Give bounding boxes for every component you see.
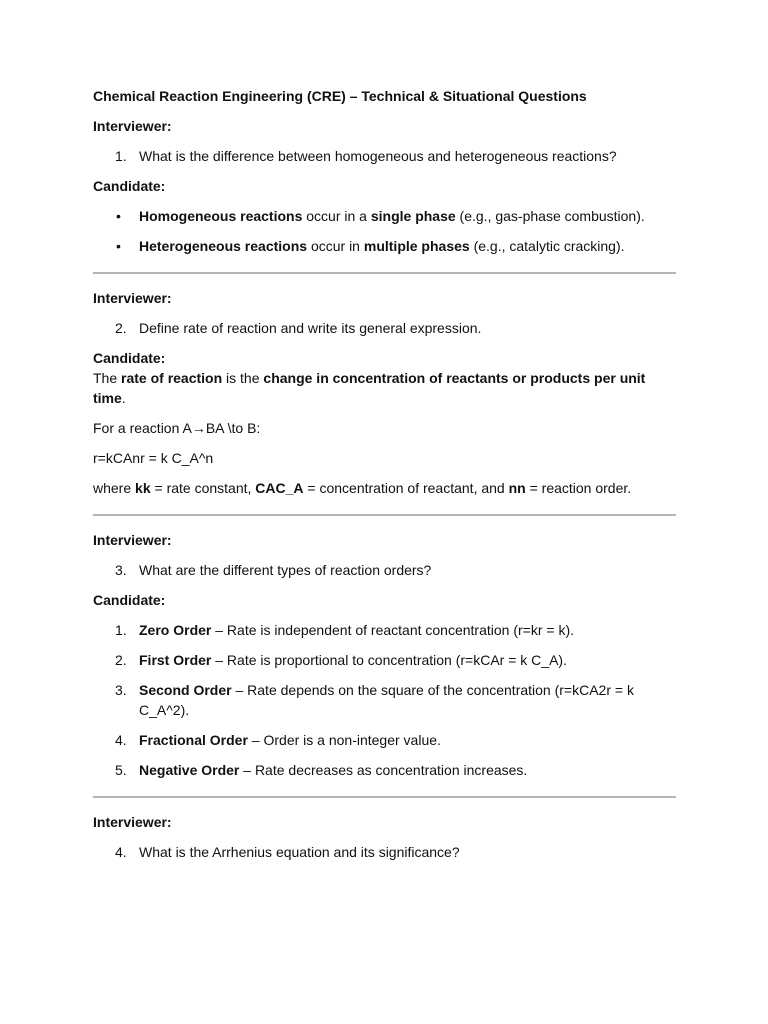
question-list	[93, 560, 678, 580]
answer-text: = rate constant,	[150, 480, 256, 496]
list-number: 3.	[115, 682, 127, 698]
document-title: Chemical Reaction Engineering (CRE) – Technical & Situational Questions	[93, 88, 587, 104]
answer-text: The	[93, 370, 122, 386]
reaction-order-item	[93, 730, 678, 750]
bold-term: Second Order	[139, 682, 232, 698]
reaction-order-item	[93, 620, 678, 640]
question-list	[93, 146, 678, 166]
question-text: What are the different types of reaction orders?	[139, 562, 432, 578]
answer-text: – Order is a non-integer value.	[247, 732, 441, 748]
answer-text: occur in	[307, 238, 364, 254]
question-number: 3.	[115, 562, 127, 578]
document-content	[93, 86, 678, 872]
answer-text: = concentration of reactant, and	[303, 480, 509, 496]
answer-bullet-list	[93, 206, 678, 256]
reaction-line: For a reaction A→BA \to B:	[93, 420, 261, 436]
bold-term: Zero Order	[139, 622, 212, 638]
bold-term: Homogeneous reactions	[139, 208, 303, 224]
candidate-label: Candidate:	[93, 178, 166, 194]
bullet-icon: •	[116, 238, 121, 254]
answer-text: – Rate depends on the square of the concentration (r=kCA2r = k C_A^2).	[139, 682, 634, 718]
answer-text: – Rate is proportional to concentration (r=kCAr = k C_A).	[211, 652, 567, 668]
answer-text: (e.g., gas-phase combustion).	[455, 208, 645, 224]
question-number: 2.	[115, 320, 127, 336]
reaction-order-item	[93, 680, 678, 720]
interviewer-label: Interviewer:	[93, 532, 172, 548]
answer-text: – Rate is independent of reactant concentration (r=kr = k).	[211, 622, 575, 638]
question-text: What is the Arrhenius equation and its significance?	[139, 844, 460, 860]
bold-term: Fractional Order	[139, 732, 248, 748]
question-item	[93, 842, 678, 862]
answer-text: – Rate decreases as concentration increases.	[239, 762, 528, 778]
answer-text: .	[121, 390, 126, 406]
answer-bullet-item	[93, 206, 678, 226]
list-number: 4.	[115, 732, 127, 748]
bold-term: First Order	[139, 652, 212, 668]
answer-bullet-item	[93, 236, 678, 256]
question-text: What is the difference between homogeneous and heterogeneous reactions?	[139, 148, 617, 164]
list-number: 1.	[115, 622, 127, 638]
question-text: Define rate of reaction and write its general expression.	[139, 320, 482, 336]
definition-paragraph	[93, 368, 678, 408]
question-item	[93, 560, 678, 580]
interviewer-label: Interviewer:	[93, 118, 172, 134]
question-list	[93, 842, 678, 862]
question-list	[93, 318, 678, 338]
list-number: 5.	[115, 762, 127, 778]
answer-text: where	[93, 480, 136, 496]
bullet-icon: •	[116, 208, 121, 224]
bold-term: nn	[508, 480, 526, 496]
bold-term: change in concentration of reactants or products per unit time	[93, 370, 646, 406]
answer-text: occur in a	[302, 208, 371, 224]
list-number: 2.	[115, 652, 127, 668]
rate-expression: r=kCAnr = k C_A^n	[93, 450, 214, 466]
bold-term: CAC_A	[255, 480, 304, 496]
interviewer-label: Interviewer:	[93, 814, 172, 830]
bold-term: multiple phases	[363, 238, 470, 254]
where-paragraph	[93, 478, 678, 498]
bold-term: Heterogeneous reactions	[139, 238, 308, 254]
reaction-order-item	[93, 650, 678, 670]
section-divider	[93, 514, 676, 516]
bold-term: Negative Order	[139, 762, 240, 778]
question-number: 4.	[115, 844, 127, 860]
bold-term: single phase	[370, 208, 456, 224]
section-divider	[93, 796, 676, 798]
bold-term: kk	[135, 480, 151, 496]
reaction-order-item	[93, 760, 678, 780]
section-divider	[93, 272, 676, 274]
question-number: 1.	[115, 148, 127, 164]
answer-text: is the	[222, 370, 264, 386]
candidate-label: Candidate:	[93, 592, 166, 608]
interviewer-label: Interviewer:	[93, 290, 172, 306]
reaction-order-list	[93, 620, 678, 780]
bold-term: rate of reaction	[121, 370, 223, 386]
question-item	[93, 146, 678, 166]
question-item	[93, 318, 678, 338]
candidate-label: Candidate:	[93, 350, 166, 366]
answer-text: = reaction order.	[525, 480, 632, 496]
answer-text: (e.g., catalytic cracking).	[469, 238, 625, 254]
